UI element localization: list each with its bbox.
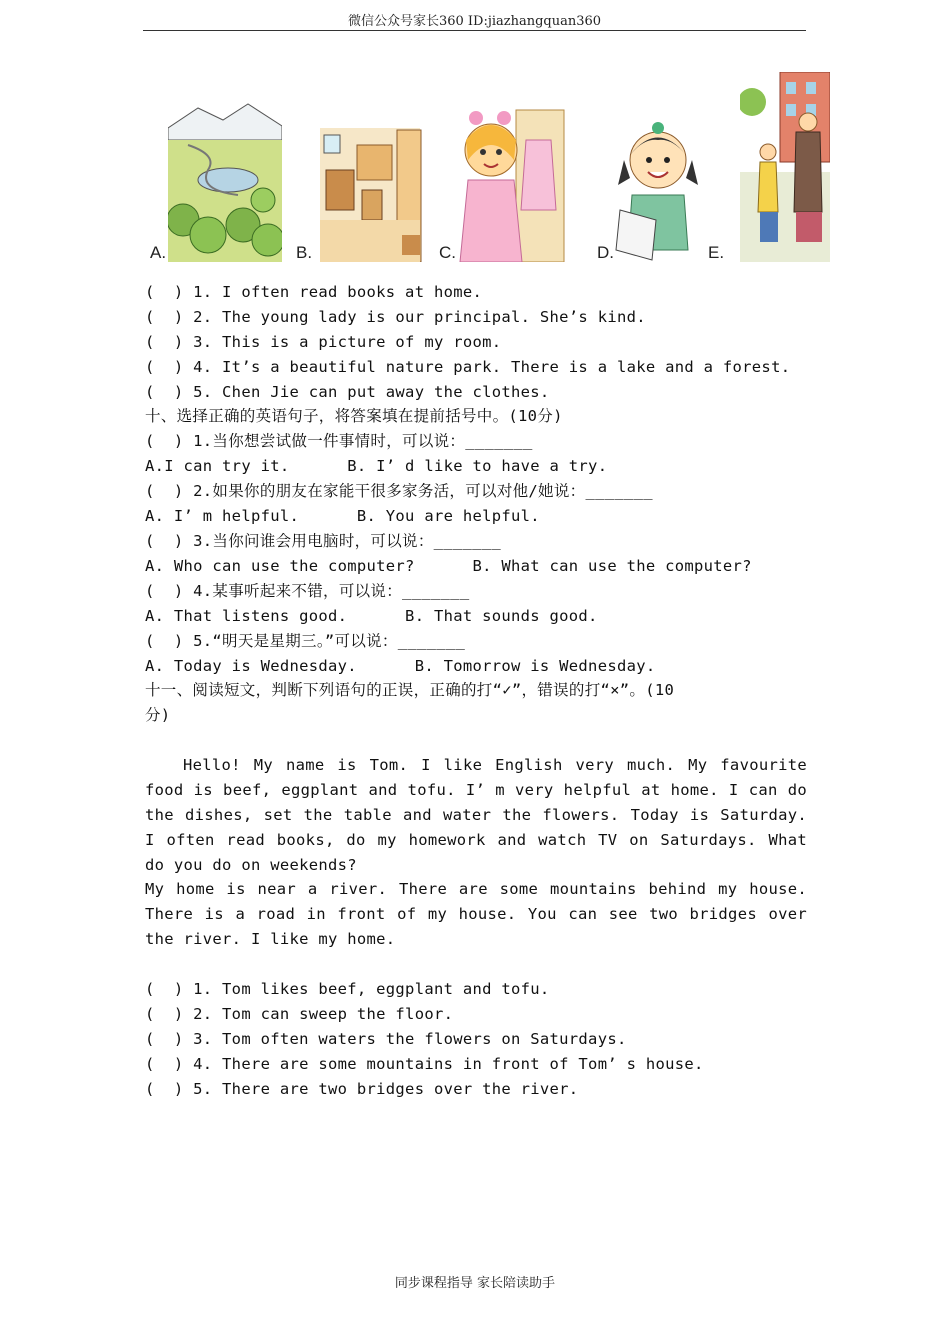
picture-c-girl-clothes <box>456 100 568 262</box>
picture-a-nature-park <box>168 100 282 262</box>
section9-item-3: ( ) 3. This is a picture of my room. <box>145 333 502 351</box>
section10-options-1: A.I can try it. B. I’ d like to have a try. <box>145 457 608 475</box>
section11-title: 十一、阅读短文，判断下列语句的正误，正确的打“✓”，错误的打“×”。(10 <box>145 681 675 699</box>
section9-item-4: ( ) 4. It’s a beautiful nature park. There is a lake and a forest. <box>145 358 791 376</box>
picture-label-a: A. <box>150 243 167 262</box>
section10-question-1: ( ) 1.当你想尝试做一件事情时，可以说：_______ <box>145 432 533 450</box>
picture-b-room <box>312 100 424 262</box>
section10-options-4: A. That listens good. B. That sounds good. <box>145 607 598 625</box>
section10-options-5: A. Today is Wednesday. B. Tomorrow is Wednesday. <box>145 657 656 675</box>
picture-label-e: E. <box>708 243 725 262</box>
reading-passage-paragraph-1: Hello! My name is Tom. I like English very much. My favourite food is beef, eggplant and tofu. I’ m very helpful at home. I can do the dishes, set the table and water the flowers. Today is Saturday. I often read books, do my homework and watch TV on Saturdays. What do you do on weekends? <box>145 756 807 874</box>
picture-label-b: B. <box>296 243 313 262</box>
reading-passage-paragraph-2: My home is near a river. There are some mountains behind my house. There is a road in front of my house. You can see two bridges over the river. I like my home. <box>145 880 807 948</box>
section11-item-2: ( ) 2. Tom can sweep the floor. <box>145 1005 454 1023</box>
section11-item-5: ( ) 5. There are two bridges over the river. <box>145 1080 579 1098</box>
section10-question-4: ( ) 4.某事听起来不错，可以说：_______ <box>145 582 470 600</box>
section10-question-3: ( ) 3.当你问谁会用电脑时，可以说：_______ <box>145 532 502 550</box>
picture-label-c: C. <box>439 243 456 262</box>
section9-item-5: ( ) 5. Chen Jie can put away the clothes. <box>145 383 550 401</box>
section11-item-3: ( ) 3. Tom often waters the flowers on Saturdays. <box>145 1030 627 1048</box>
picture-e-principal <box>740 72 830 262</box>
section10-options-3: A. Who can use the computer? B. What can use the computer? <box>145 557 752 575</box>
picture-d-girl-reading <box>612 100 704 262</box>
page-header: 微信公众号家长360 ID:jiazhangquan360 <box>347 14 602 29</box>
section10-question-2: ( ) 2.如果你的朋友在家能干很多家务活，可以对他/她说：_______ <box>145 482 653 500</box>
section11-item-1: ( ) 1. Tom likes beef, eggplant and tofu. <box>145 980 550 998</box>
section10-options-2: A. I’ m helpful. B. You are helpful. <box>145 507 540 525</box>
picture-label-d: D. <box>597 243 614 262</box>
section10-title: 十、选择正确的英语句子，将答案填在提前括号中。(10分) <box>145 407 563 425</box>
section9-item-2: ( ) 2. The young lady is our principal. She’s kind. <box>145 308 646 326</box>
section11-item-4: ( ) 4. There are some mountains in front of Tom’ s house. <box>145 1055 704 1073</box>
section11-title-continued: 分) <box>145 706 171 724</box>
section9-item-1: ( ) 1. I often read books at home. <box>145 283 483 301</box>
header-rule <box>143 30 806 31</box>
page-footer: 同步课程指导 家长陪读助手 <box>394 1276 556 1291</box>
section10-question-5: ( ) 5.“明天是星期三。”可以说：_______ <box>145 632 466 650</box>
